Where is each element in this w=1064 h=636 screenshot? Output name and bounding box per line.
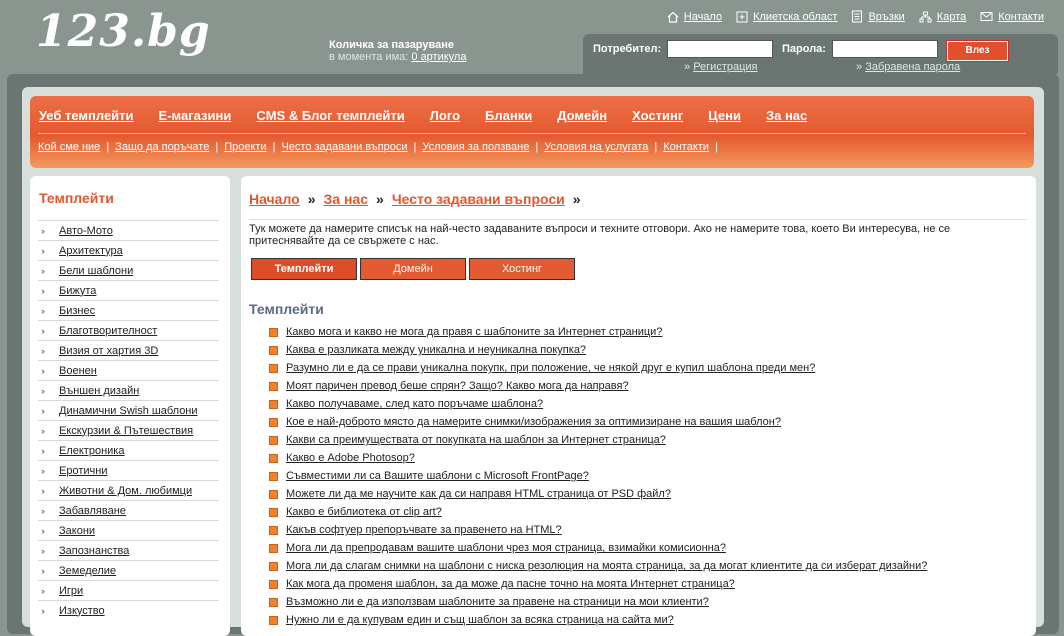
double-arrow-icon: ›› bbox=[41, 605, 43, 616]
category-item[interactable] bbox=[38, 320, 219, 340]
breadcrumb-faq[interactable]: Често задавани въпроси bbox=[391, 191, 565, 207]
subnav-separator: | bbox=[535, 141, 539, 153]
bullet-icon bbox=[269, 472, 278, 481]
site-logo[interactable]: 123.bg bbox=[36, 6, 211, 57]
subnav-separator: | bbox=[272, 141, 276, 153]
home-icon bbox=[667, 11, 679, 23]
category-item[interactable] bbox=[38, 540, 219, 560]
sidebar bbox=[30, 176, 230, 636]
double-arrow-icon: ›› bbox=[41, 265, 43, 276]
category-item[interactable] bbox=[38, 580, 219, 600]
subnav-why-order[interactable]: Защо да поръчате bbox=[115, 141, 210, 153]
main-nav-row bbox=[39, 108, 807, 123]
breadcrumb-home[interactable]: Начало bbox=[249, 191, 300, 207]
faq-question-link[interactable]: Какво получаваме, след като поръчаме шаблона? bbox=[286, 398, 544, 410]
category-label: Бизнес bbox=[59, 304, 96, 317]
faq-item[interactable] bbox=[269, 611, 927, 629]
subnav-contacts[interactable]: Контакти bbox=[663, 141, 709, 153]
nav-blanks[interactable]: Бланки bbox=[485, 108, 533, 123]
faq-item[interactable] bbox=[269, 485, 927, 503]
intro-text: Тук можете да намерите списък на най-често задаваните въпроси и техните отговори. Ако не намерите това, което Ви интересува, не се притеснявайте да се свържете с нас. bbox=[249, 223, 951, 247]
nav-cms-blog-templates[interactable]: CMS & Блог темплейти bbox=[256, 108, 405, 123]
plus-box-icon bbox=[736, 11, 748, 23]
nav-prices[interactable]: Цени bbox=[708, 108, 741, 123]
category-label: Благотворителност bbox=[59, 324, 158, 337]
category-item[interactable] bbox=[38, 480, 219, 500]
bullet-icon bbox=[269, 544, 278, 553]
category-label: Игри bbox=[59, 584, 84, 597]
double-arrow-icon: ›› bbox=[41, 405, 43, 416]
bullet-icon bbox=[269, 526, 278, 535]
category-label: Изкуство bbox=[59, 604, 105, 617]
nav-about[interactable]: За нас bbox=[765, 108, 808, 123]
topnav-sitemap-label: Карта bbox=[936, 10, 967, 23]
category-label: Еротични bbox=[59, 464, 108, 477]
faq-item[interactable] bbox=[269, 593, 927, 611]
breadcrumb bbox=[249, 191, 589, 207]
username-label: Потребител: bbox=[593, 43, 662, 55]
login-button[interactable]: Влез bbox=[947, 41, 1008, 61]
faq-item[interactable] bbox=[269, 539, 927, 557]
subnav-terms-of-service[interactable]: Условия на услугата bbox=[544, 141, 649, 153]
category-item[interactable] bbox=[38, 300, 219, 320]
category-item[interactable] bbox=[38, 460, 219, 480]
faq-question-link[interactable]: Какво е Adobe Photosop? bbox=[286, 452, 415, 464]
faq-question-link[interactable]: Как мога да променя шаблон, за да може да пасне точно на моята Интернет страница? bbox=[286, 578, 735, 590]
category-label: Военен bbox=[59, 364, 97, 377]
category-label: Бели шаблони bbox=[59, 264, 134, 277]
category-item[interactable] bbox=[38, 260, 219, 280]
topnav-home[interactable] bbox=[667, 10, 722, 23]
main-content bbox=[241, 176, 1036, 636]
subnav-separator: | bbox=[654, 141, 658, 153]
category-item[interactable] bbox=[38, 440, 219, 460]
topnav-client-area-label: Клиетска област bbox=[753, 10, 838, 23]
category-label: Земеделие bbox=[59, 564, 117, 577]
register-prefix: » bbox=[684, 61, 691, 73]
breadcrumb-separator: » bbox=[307, 191, 316, 207]
bullet-icon bbox=[269, 580, 278, 589]
nav-divider bbox=[38, 133, 1026, 134]
breadcrumb-about[interactable]: За нас bbox=[323, 191, 369, 207]
faq-tabs bbox=[251, 258, 575, 280]
category-label: Архитектура bbox=[59, 244, 123, 257]
shopping-cart-info bbox=[329, 39, 466, 63]
double-arrow-icon: ›› bbox=[41, 245, 43, 256]
nav-hosting[interactable]: Хостинг bbox=[632, 108, 684, 123]
login-box bbox=[583, 34, 1058, 74]
double-arrow-icon: ›› bbox=[41, 585, 43, 596]
cart-title: Количка за пазаруване bbox=[329, 39, 454, 51]
category-label: Забавляване bbox=[59, 504, 126, 517]
faq-question-link[interactable]: Мога ли да слагам снимки на шаблони с ниска резолюция на моята страница, за да могат клиентите да си изберат дизайни? bbox=[286, 560, 928, 572]
bullet-icon bbox=[269, 436, 278, 445]
bullet-icon bbox=[269, 382, 278, 391]
double-arrow-icon: ›› bbox=[41, 365, 43, 376]
category-label: Животни & Дом. любимци bbox=[59, 484, 193, 497]
faq-item[interactable] bbox=[269, 359, 927, 377]
top-navigation bbox=[667, 10, 1044, 23]
category-label: Визия от хартия 3D bbox=[59, 344, 159, 357]
content-divider bbox=[249, 219, 1027, 220]
sitemap-icon bbox=[919, 11, 932, 23]
subnav-projects[interactable]: Проекти bbox=[224, 141, 267, 153]
sub-nav-row bbox=[38, 141, 724, 153]
category-label: Запознанства bbox=[59, 544, 130, 557]
faq-item[interactable] bbox=[269, 503, 927, 521]
tab-hosting[interactable]: Хостинг bbox=[469, 258, 575, 280]
category-item[interactable] bbox=[38, 280, 219, 300]
bullet-icon bbox=[269, 346, 278, 355]
double-arrow-icon: ›› bbox=[41, 385, 43, 396]
faq-item[interactable] bbox=[269, 323, 927, 341]
bullet-icon bbox=[269, 418, 278, 427]
topnav-client-area[interactable] bbox=[736, 10, 837, 23]
faq-item[interactable] bbox=[269, 557, 927, 575]
faq-question-link[interactable]: Мога ли да препродавам вашите шаблони чрез моя страница, взимайки комисионна? bbox=[286, 542, 726, 554]
nav-web-templates[interactable]: Уеб темплейти bbox=[39, 108, 134, 123]
register-link[interactable] bbox=[684, 61, 758, 73]
double-arrow-icon: ›› bbox=[41, 545, 43, 556]
double-arrow-icon: ›› bbox=[41, 345, 43, 356]
main-navigation bbox=[30, 96, 1034, 168]
faq-item[interactable] bbox=[269, 575, 927, 593]
double-arrow-icon: ›› bbox=[41, 225, 43, 236]
forgot-password-link[interactable] bbox=[856, 61, 960, 73]
topnav-home-label: Начало bbox=[683, 10, 723, 23]
nav-logo[interactable]: Лого bbox=[429, 108, 461, 123]
double-arrow-icon: ›› bbox=[41, 285, 43, 296]
tab-domain[interactable]: Домейн bbox=[360, 258, 466, 280]
tab-templates[interactable]: Темплейти bbox=[251, 258, 357, 280]
double-arrow-icon: ›› bbox=[41, 525, 43, 536]
faq-question-link[interactable]: Какъв софтуер препоръчвате за правенето на HTML? bbox=[286, 524, 562, 536]
faq-question-link[interactable]: Моят паричен превод беше спрян? Защо? Какво мога да направя? bbox=[286, 380, 629, 392]
category-item[interactable] bbox=[38, 400, 219, 420]
topnav-contacts[interactable] bbox=[980, 10, 1044, 23]
bullet-icon bbox=[269, 508, 278, 517]
faq-item[interactable] bbox=[269, 521, 927, 539]
category-item[interactable] bbox=[38, 340, 219, 360]
forgot-prefix: » bbox=[856, 61, 863, 73]
bullet-icon bbox=[269, 598, 278, 607]
faq-list bbox=[269, 323, 927, 629]
bullet-icon bbox=[269, 562, 278, 571]
nav-domain[interactable]: Домейн bbox=[557, 108, 608, 123]
bullet-icon bbox=[269, 364, 278, 373]
category-item[interactable] bbox=[38, 380, 219, 400]
cart-status-text: в момента има: bbox=[329, 51, 409, 63]
faq-question-link[interactable]: Съвместими ли са Вашите шаблони с Microsoft FrontPage? bbox=[286, 470, 589, 482]
category-label: Външен дизайн bbox=[59, 384, 140, 397]
faq-question-link[interactable]: Възможно ли е да използвам шаблоните за правене на страници на мои клиенти? bbox=[286, 596, 709, 608]
double-arrow-icon: ›› bbox=[41, 485, 43, 496]
subnav-terms-of-use[interactable]: Условия за ползване bbox=[422, 141, 530, 153]
double-arrow-icon: ›› bbox=[41, 465, 43, 476]
list-icon bbox=[851, 10, 863, 23]
nav-e-shops[interactable]: Е-магазини bbox=[158, 108, 232, 123]
double-arrow-icon: ›› bbox=[41, 565, 43, 576]
faq-item[interactable] bbox=[269, 377, 927, 395]
double-arrow-icon: ›› bbox=[41, 445, 43, 456]
faq-question-link[interactable]: Какви са преимуществата от покупката на шаблон за Интернет страница? bbox=[286, 434, 666, 446]
username-input[interactable] bbox=[667, 40, 773, 58]
password-label: Парола: bbox=[782, 43, 826, 55]
category-item[interactable] bbox=[38, 220, 219, 240]
cart-status bbox=[329, 51, 466, 63]
category-item[interactable] bbox=[38, 360, 219, 380]
faq-question-link[interactable]: Каква е разликата между уникална и неуникална покупка? bbox=[286, 344, 587, 356]
category-item[interactable] bbox=[38, 600, 219, 620]
forgot-label: Забравена парола bbox=[865, 61, 961, 73]
cart-items-link[interactable]: 0 артикула bbox=[411, 51, 467, 63]
subnav-separator: | bbox=[714, 141, 718, 153]
faq-item[interactable] bbox=[269, 395, 927, 413]
bullet-icon bbox=[269, 400, 278, 409]
bullet-icon bbox=[269, 454, 278, 463]
faq-question-link[interactable]: Разумно ли е да се прави уникална покупк, при положение, че някой друг е купил шаблона преди мен? bbox=[286, 362, 816, 374]
category-label: Авто-Мото bbox=[59, 224, 113, 237]
double-arrow-icon: ›› bbox=[41, 305, 43, 316]
subnav-separator: | bbox=[413, 141, 417, 153]
faq-item[interactable] bbox=[269, 413, 927, 431]
category-label: Електроника bbox=[59, 444, 125, 457]
double-arrow-icon: ›› bbox=[41, 425, 43, 436]
faq-item[interactable] bbox=[269, 341, 927, 359]
faq-question-link[interactable]: Какво мога и какво не мога да правя с шаблоните за Интернет страници? bbox=[286, 326, 663, 338]
password-input[interactable] bbox=[832, 40, 938, 58]
category-label: Екскурзии & Пътешествия bbox=[59, 424, 194, 437]
bullet-icon bbox=[269, 328, 278, 337]
double-arrow-icon: ›› bbox=[41, 325, 43, 336]
faq-item[interactable] bbox=[269, 467, 927, 485]
faq-question-link[interactable]: Нужно ли е да купувам един и същ шаблон за всяка страница на сайта ми? bbox=[286, 614, 674, 626]
subnav-separator: | bbox=[106, 141, 110, 153]
topnav-links-label: Връзки bbox=[868, 10, 905, 23]
double-arrow-icon: ›› bbox=[41, 505, 43, 516]
category-item[interactable] bbox=[38, 240, 219, 260]
category-item[interactable] bbox=[38, 520, 219, 540]
category-label: Бижута bbox=[59, 284, 97, 297]
category-label: Динамични Swish шаблони bbox=[59, 404, 198, 417]
category-item[interactable] bbox=[38, 500, 219, 520]
faq-item[interactable] bbox=[269, 449, 927, 467]
mail-icon bbox=[980, 11, 993, 22]
faq-question-link[interactable]: Кое е най-доброто място да намерите снимки/изображения за оптимизиране на вашия шаблон? bbox=[286, 416, 781, 428]
sidebar-title: Темплейти bbox=[39, 190, 114, 206]
register-label: Регистрация bbox=[693, 61, 758, 73]
topnav-contacts-label: Контакти bbox=[998, 10, 1044, 23]
breadcrumb-separator: » bbox=[376, 191, 384, 207]
bullet-icon bbox=[269, 616, 278, 625]
faq-question-link[interactable]: Какво е библиотека от clip art? bbox=[286, 506, 442, 518]
category-label: Закони bbox=[59, 524, 96, 537]
category-item[interactable] bbox=[38, 420, 219, 440]
faq-question-link[interactable]: Можете ли да ме научите как да си направя HTML страница от PSD файл? bbox=[286, 488, 671, 500]
breadcrumb-separator: » bbox=[572, 191, 581, 207]
topnav-sitemap[interactable] bbox=[919, 10, 966, 23]
subnav-separator: | bbox=[215, 141, 219, 153]
topnav-links[interactable] bbox=[851, 10, 904, 23]
subnav-faq[interactable]: Често задавани въпроси bbox=[281, 141, 408, 153]
bullet-icon bbox=[269, 490, 278, 499]
section-title: Темплейти bbox=[249, 301, 324, 317]
subnav-who-we-are[interactable]: Кой сме ние bbox=[38, 141, 101, 153]
faq-item[interactable] bbox=[269, 431, 927, 449]
category-list bbox=[38, 220, 219, 620]
category-item[interactable] bbox=[38, 560, 219, 580]
